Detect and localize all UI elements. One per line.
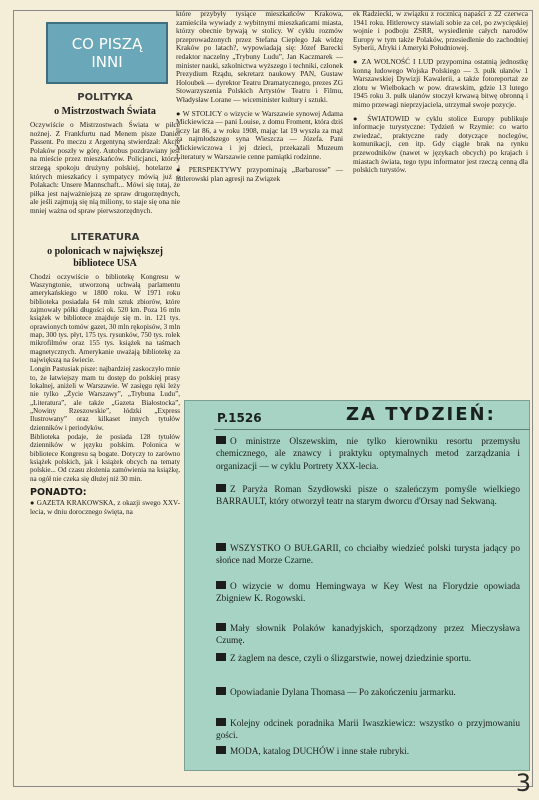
bullet-icon: [216, 436, 226, 444]
box-item-1-text: O ministrze Olszewskim, nie tylko kierowniku resortu przemysłu chemicznego, ale znawcy i praktyku optymalnych metod zarządzania i organizacji — w cyklu Portrety XXX-lecia.: [216, 437, 520, 472]
middle-column: [176, 10, 343, 183]
issue-number: P.1526: [217, 411, 262, 425]
box-item-2: [216, 484, 520, 509]
bullet-icon: [216, 718, 226, 726]
literature-heading: LITERATURA: [70, 231, 140, 243]
box-item-9: [216, 746, 520, 758]
box-item-4: [216, 581, 520, 606]
politics-subheading: o Mistrzostwach Świata: [54, 106, 156, 117]
box-item-5-text: Mały słownik Polaków kanadyjskich, sporządzony przez Mieczysława Czumę.: [216, 624, 520, 647]
bullet-icon: [216, 687, 226, 695]
literature-subheading: o polonicach w największej bibliotece USA: [47, 245, 163, 269]
politics-heading: POLITYKA: [77, 92, 133, 103]
box-item-8: [216, 718, 520, 743]
middle-article-3: ● PERSPEKTYWY przypominają „Barbarosse” — hitlerowski plan agresji na Związek: [176, 165, 343, 183]
right-article-2: ● ZA WOLNOŚĆ I LUD przypomina ostatnią jednostkę konną ludowego Wojska Polskiego — 3. pułk ułanów 1 Warszawskiej Dywizji Kawalerii, a także fotoreportaż ze zlotu w Wielbokach w pow. drawskim, gdzie 13 lutego 1945 roku 3. pułk ułanów stoczył krwawą bitwę obronną i mimo przewagi nieprzyjaciela, utrzymał swoje pozycje.: [353, 56, 528, 109]
box-item-6: [216, 653, 520, 665]
right-article-3: ● ŚWIATOWID w cyklu stolice Europy publikuje informacje turystyczne: Tydzień w Rzymie: co warto zwiedzać, praktyczne rady dotyczące noclegów, komunikacji, cen itp. Gdy ciągle brak na rynku przewodników (nawet w językach obcych) po krajach i miastach świata, tego typu informator jest rzeczą cenną dla polskich turystów.: [353, 113, 528, 175]
box-title: ZA TYDZIEŃ:: [346, 404, 496, 425]
box-item-4-text: O wizycie w domu Hemingwaya w Key West na Florydzie opowiada Zbigniew K. Rogowski.: [216, 582, 520, 605]
literature-body-1: Chodzi oczywiście o bibliotekę Kongresu w Waszyngtonie, utworzoną uchwałą parlamentu amerykańskiego w 1800 roku. W 1971 roku biblioteka posiadała 64 mln sztuk zbiorów, które zajmowały półki długości ok. 520 km. Poza 16 mln książek w bibliotece znajduje się m. in. 121 tys. oprawionych tomów gazet, 30 mln rękopisów, 3 mln map, 300 tys. płyt, 175 tys. rysunków, 750 tys. rolek mikrofilmów oraz 155 tys. książek na taśmach magnetycznych. Amerykanie uważają bibliotekę za największą na świecie.: [30, 272, 180, 364]
weekly-box: [184, 400, 530, 771]
middle-article-1: które przybyły tysiące mieszkańców Krakowa, zamieściła wywiady z wybitnymi mieszkańcami miasta, którzy obecnie bywają w stolicy. W cyklu rozmów przeprowadzonych przez Stefana Cieplego Jak widzę Kraków po latach?, wypowiadają się: Józef Barecki redaktor naczelny „Trybuny Ludu”, Jan Kaczmarek — minister nauki, szkolnictwa wyższego i techniki, członek Prezydium Rządu, sekretarz naukowy PAN, Gustaw Holoubek — dyrektor Teatru Dramatycznego, prezes ZG Stowarzyszenia Polskich Artystów Teatru i Filmu, Władysław Lorane — wiceminister kultury i sztuki.: [176, 9, 343, 104]
box-rule: [214, 429, 530, 430]
box-item-2-text: Z Paryża Roman Szydłowski pisze o szaleńczym pomyśle wielkiego BARRAULT, który otworzył teatr na starym dworcu d'Orsay nad Sekwaną.: [216, 485, 520, 508]
box-item-9-text: MODA, katalog DUCHÓW i inne stałe rubryki.: [230, 747, 410, 757]
politics-body: Oczywiście o Mistrzostwach Świata w piłce nożnej. Z Frankfurtu nad Menem pisze Daniel Passent. Po meczu z Argentyną stwierdzał: Akcje Polaków poszły w górę. Autobus pozdrawiany jest na mieście przez mieszkańców. Policjanci, którzy strzegą spokoju drużyny polskiej, hotelarze i których mieszkańcy i sympatycy mówią już o Polakach: Unsere Mannschaft... Mówi się tutaj, że piłka jest najważniejszą ze spraw drugorzędnych, ale jeśli zajmują się nią miliony, to staje się ona nie mniej ważna od spraw pierwszorzędnych.: [30, 120, 180, 215]
section-logo: [46, 22, 168, 84]
box-item-5: [216, 623, 520, 648]
bullet-icon: [216, 581, 226, 589]
page-number: 3: [515, 769, 531, 797]
bullet-icon: [216, 746, 226, 754]
box-item-8-text: Kolejny odcinek poradnika Marii Iwaszkiewicz: wszystko o przyjmowaniu gości.: [216, 719, 520, 742]
box-item-7: [216, 687, 520, 699]
box-item-3: [216, 543, 520, 568]
logo-line-1: CO PISZĄ: [71, 35, 143, 53]
left-column: [30, 22, 180, 516]
middle-article-2: ● W STOLICY o wizycie w Warszawie synowej Adama Mickiewicza — pani Louise, z domu Froment, która dziś liczy lat 86, a w roku 1908, mając lat 19 wyszła za mąż za najmłodszego syna Wieszcza — Józefa. Pani Mickiewiczowa i jej dzieci, przekazali Muzeum Literatury w Warszawie cenne pamiątki rodzinne.: [176, 108, 343, 161]
literature-body-3: Biblioteka podaje, że posiada 128 tytułów dzienników w języku polskim. Polonica w bibliotece Kongresu są bogate. Dotyczy to zarówno książek polskich, jak i książek obcych na tematy polskie... Od czasu złożenia zamówienia na książkę, na ogół nie czeka się dłużej niż 30 min.: [30, 433, 180, 483]
logo-line-2: INNI: [91, 53, 123, 71]
box-item-1: [216, 436, 520, 473]
ponadto-heading: PONADTO:: [30, 487, 87, 499]
bullet-icon: [216, 623, 226, 631]
box-item-6-text: Z żaglem na desce, czyli o ślizgarstwie, nowej dziedzinie sportu.: [230, 654, 472, 664]
box-item-7-text: Opowiadanie Dylana Thomasa — Po zakończeniu jarmarku.: [230, 688, 456, 698]
literature-body-2: Longin Pastusiak pisze: najbardziej zaskoczyło mnie to, że łatwiejszy mam tu dostęp do polskiej prasy lokalnej, aniżeli w Warszawie. W zasięgu ręki leży nie tylko „Życie Warszawy”, „Trybuna Ludu”, „Literatura”, ale także „Gazeta Białostocka”, „Nowiny Rzeszowskie”, łódzki „Express Ilustrowany” oraz kilkaset innych tytułów dzienników i periodyków.: [30, 365, 180, 432]
right-column: [353, 10, 528, 175]
right-article-1: ek Radziecki, w związku z rocznicą napaści z 22 czerwca 1941 roku. Hitlerowcy stawiali sobie za cel, po zwycięskiej wojnie i podboju ZSRR, wysiedlenie całych narodów Europy w tym także Polaków, przesiedlenie do zachodniej Syberii, Afryki i Ameryki Południowej.: [353, 9, 528, 53]
bullet-icon: [216, 543, 226, 551]
bullet-icon: [216, 653, 226, 661]
ponadto-item: ● GAZETA KRAKOWSKA, z okazji swego XXV-lecia, w dniu dorocznego święta, na: [30, 499, 180, 516]
box-item-3-text: WSZYSTKO O BUŁGARII, co chciałby wiedzieć polski turysta jadący po słońce nad Morze Czarne.: [216, 544, 520, 567]
bullet-icon: [216, 484, 226, 492]
